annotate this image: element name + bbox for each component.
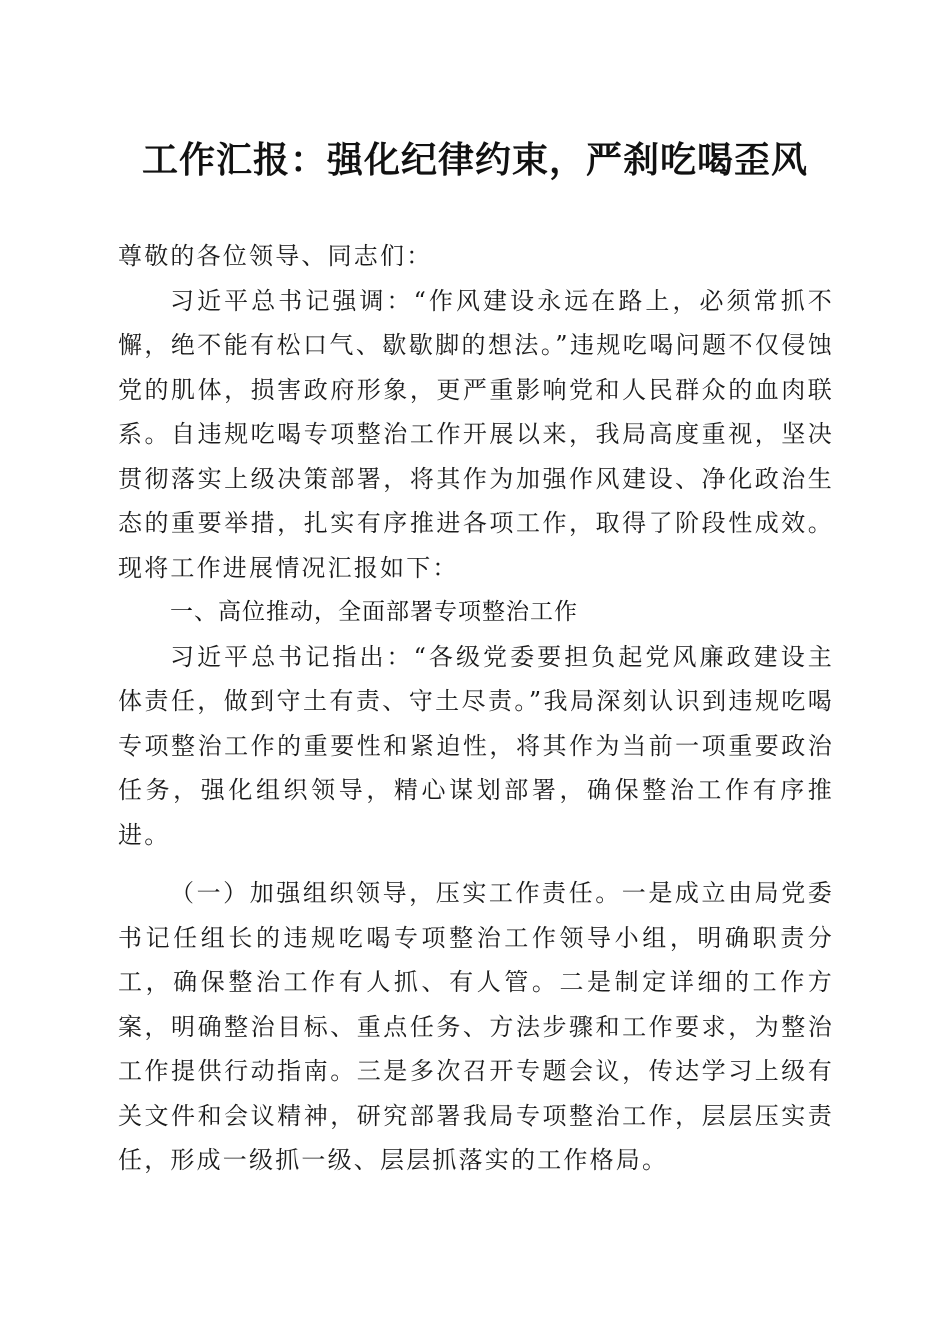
section-1-intro-paragraph: 习近平总书记指出：“各级党委要担负起党风廉政建设主体责任，做到守土有责、守土尽责。”我局深刻认识到违规吃喝专项整治工作的重要性和紧迫性，将其作为当前一项重要政治任务，强化组织领导，精心谋划部署，确保整治工作有序推进。 (118, 642, 834, 849)
section-heading-1: 一、高位推动，全面部署专项整治工作 (170, 599, 578, 625)
salutation: 尊敬的各位领导、同志们： (118, 242, 433, 270)
document-body (118, 234, 834, 1183)
document-title: 工作汇报：强化纪律约束，严刹吃喝歪风 (141, 139, 808, 181)
section-1-subsection-1-paragraph: （一）加强组织领导，压实工作责任。一是成立由局党委书记任组长的违规吃喝专项整治工作领导小组，明确职责分工，确保整治工作有人抓、有人管。二是制定详细的工作方案，明确整治目标、重点任务、方法步骤和工作要求，为整治工作提供行动指南。三是多次召开专题会议，传达学习上级有关文件和会议精神，研究部署我局专项整治工作，层层压实责任，形成一级抓一级、层层抓落实的工作格局。 (118, 879, 834, 1174)
intro-paragraph: 习近平总书记强调：“作风建设永远在路上，必须常抓不懈，绝不能有松口气、歇歇脚的想法。”违规吃喝问题不仅侵蚀党的肌体，损害政府形象，更严重影响党和人民群众的血肉联系。自违规吃喝专项整治工作开展以来，我局高度重视，坚决贯彻落实上级决策部署，将其作为加强作风建设、净化政治生态的重要举措，扎实有序推进各项工作，取得了阶段性成效。现将工作进展情况汇报如下： (118, 286, 834, 582)
